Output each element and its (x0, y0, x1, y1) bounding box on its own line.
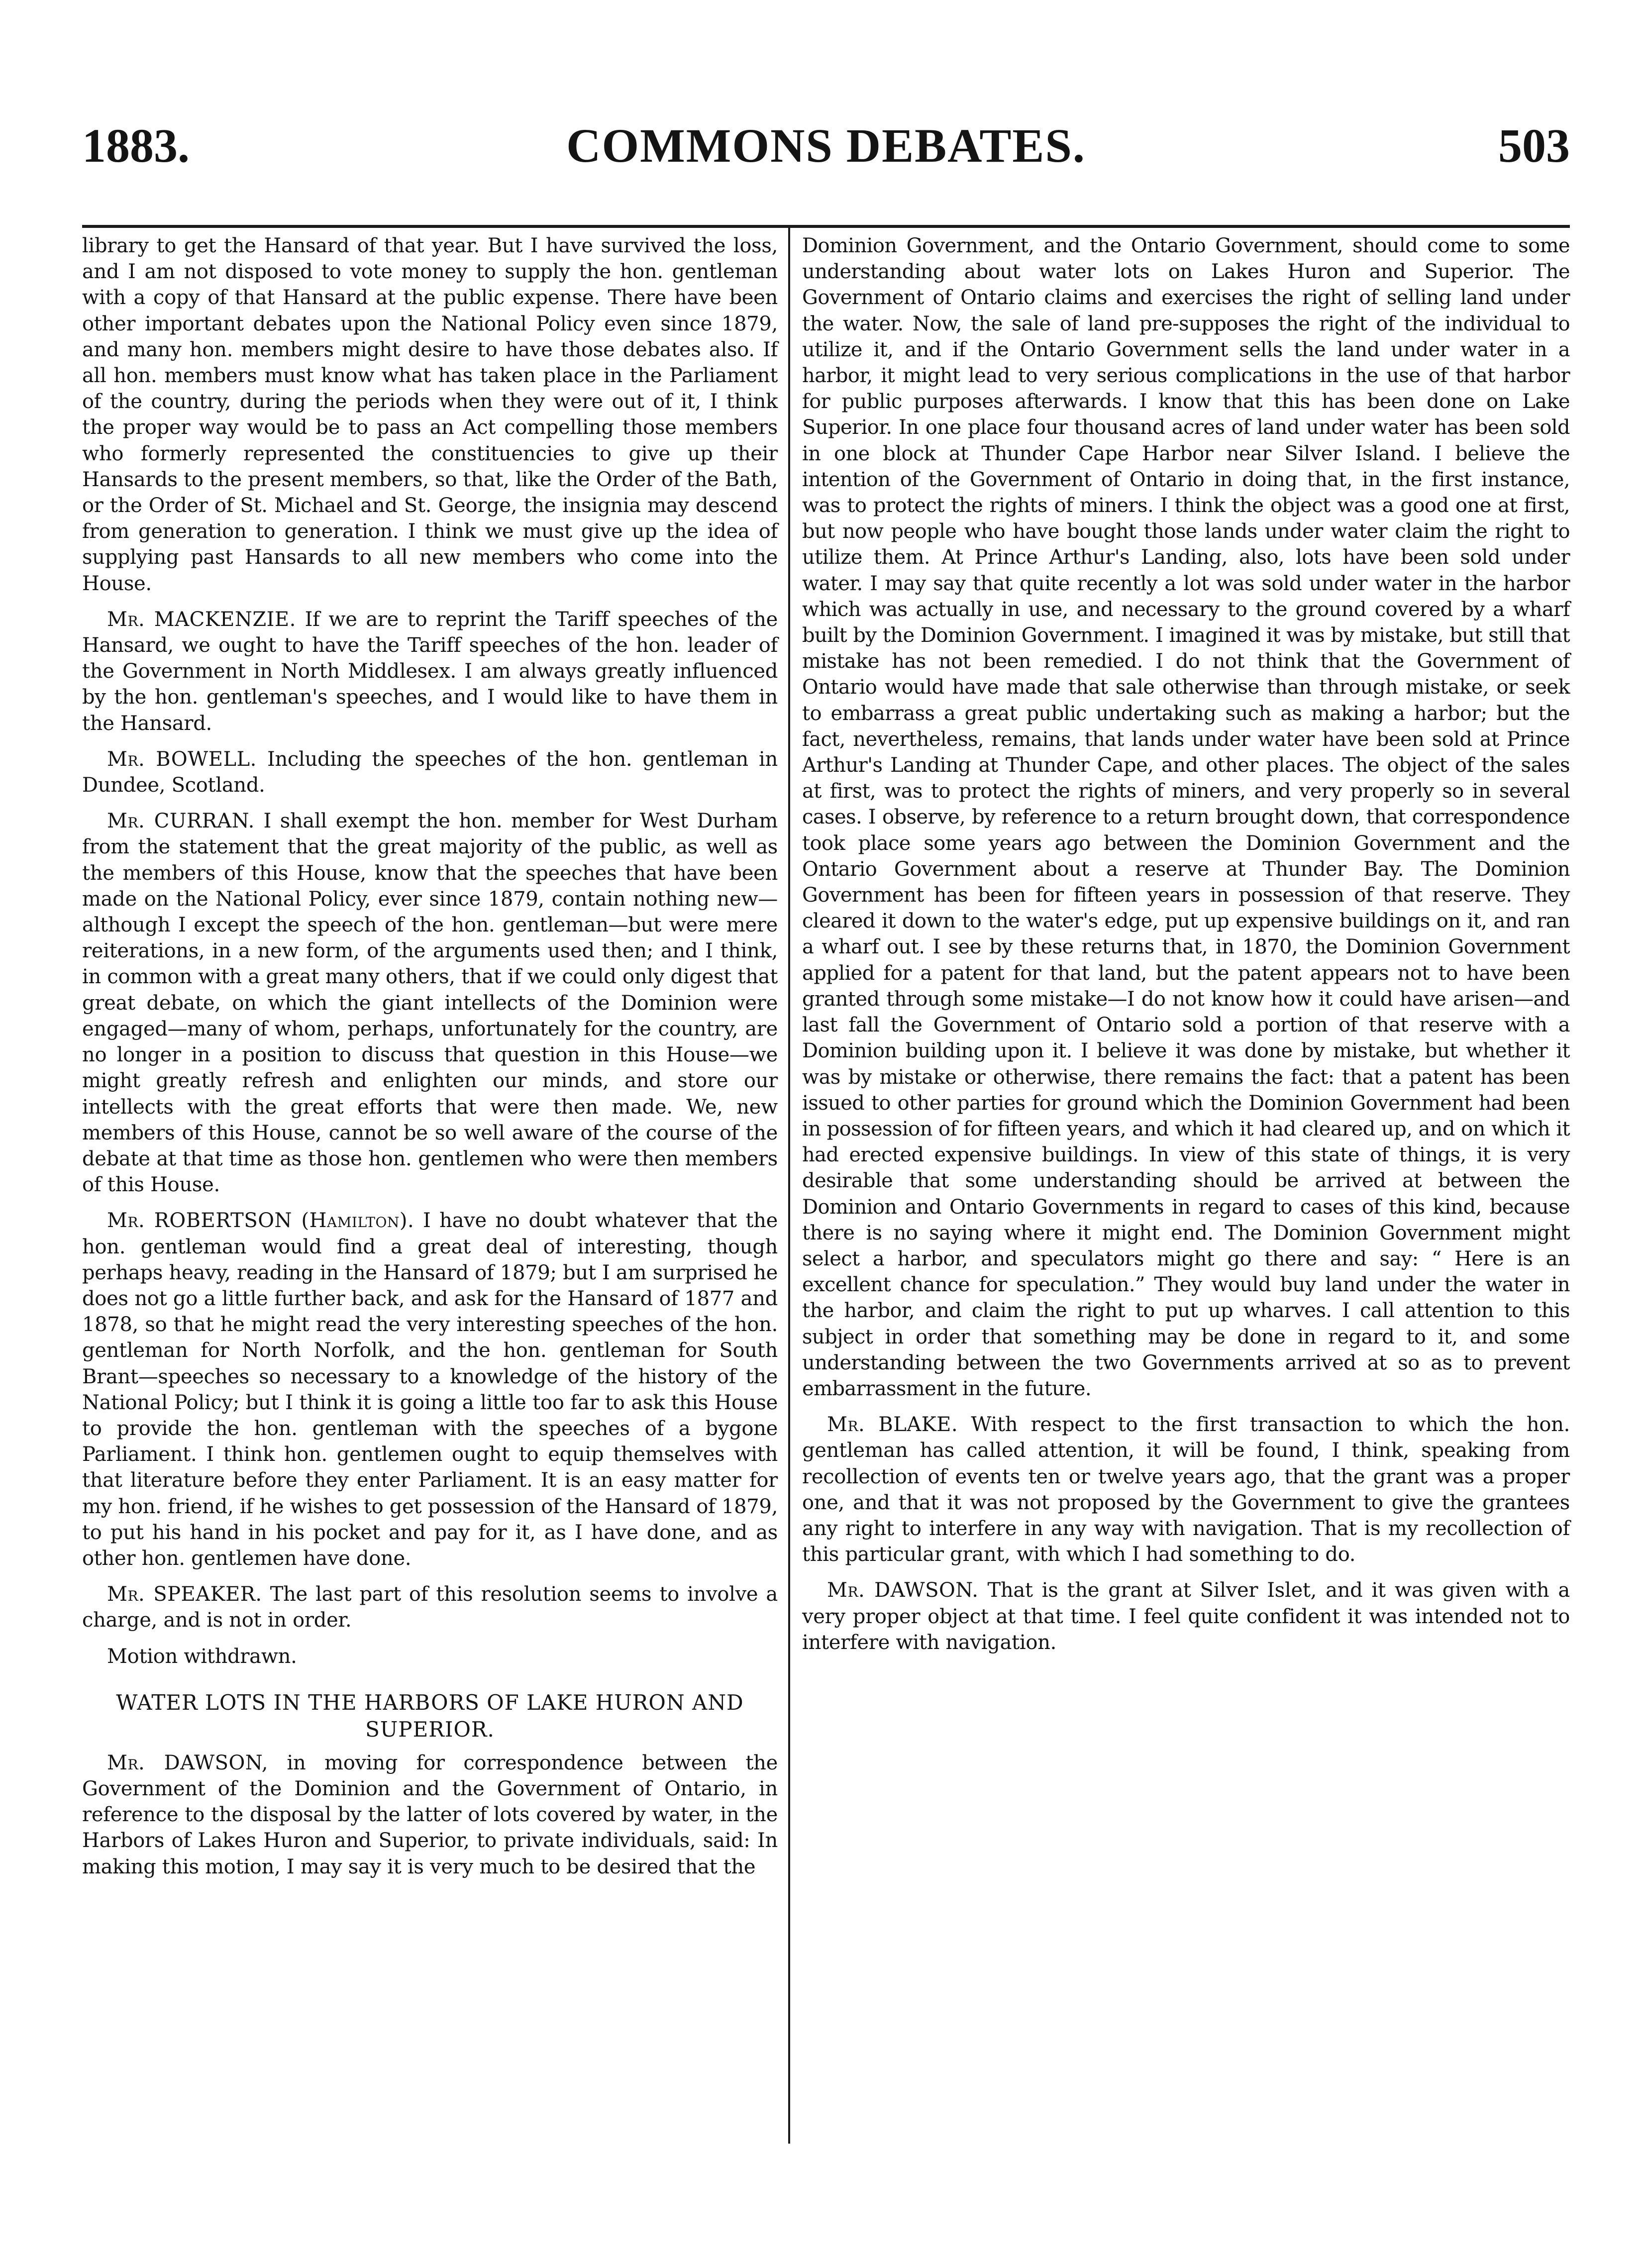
paragraph: library to get the Hansard of that year. But I have survived the loss, and I am not disposed to vote money to supply the hon. gentleman with a copy of that Hansard at the public expense. There have been other important debates upon the National Policy even since 1879, and many hon. members might desire to have those debates also. If all hon. members must know what has taken place in the Parliament of the country, during the periods when they were out of it, I think the proper way would be to pass an Act compelling those members who formerly represented the constituencies to give up their Hansards to the present members, so that, like the Order of the Bath, or the Order of St. Michael and St. George, the insignia may descend from generation to generation. I think we must give up the idea of supplying past Hansards to all new members who come into the House. (82, 234, 778, 595)
speech-paragraph (802, 1412, 1570, 1567)
speech-text: I shall exempt the hon. member for West Durham from the statement that the great majority of the public, as well as the members of this House, know that the speeches that have been made on the National Policy, ever since 1879, contain nothing new—although I except the speech of the hon. gentleman—but were mere reiterations, in a new form, of the arguments used then; and I think, in common with a great many others, that if we could only digest that great debate, on which the giant intellects of the Dominion were engaged—many of whom, perhaps, unfortunately for the country, are no longer in a position to discuss that question in this House—we might greatly refresh and enlighten our minds, and store our intellects with the great efforts that were then made. We, new members of this House, cannot be so well aware of the course of the debate at that time as those hon. gentlemen who were then members of this House. (82, 810, 778, 1197)
speech-text: The last part of this resolution seems to involve a charge, and is not in order. (82, 1583, 778, 1632)
speech-paragraph (82, 1208, 778, 1571)
speech-text: Including the speeches of the hon. gentleman in Dundee, Scotland. (82, 747, 778, 797)
speech-paragraph (82, 808, 778, 1198)
speech-paragraph (82, 1581, 778, 1633)
left-column (82, 233, 778, 1890)
right-column (802, 233, 1570, 1665)
header-page-number: 503 (1498, 119, 1570, 172)
speaker-name: Mr. SPEAKER. (107, 1583, 262, 1606)
speech-paragraph (82, 1750, 778, 1880)
speaker-name: Mr. DAWSON. (827, 1579, 979, 1602)
speaker-name: Mr. CURRAN. (107, 810, 255, 833)
speaker-name: Mr. BLAKE. (827, 1413, 958, 1437)
speech-text: That is the grant at Silver Islet, and it was given with a very proper object at that time. I feel quite confident it was intended not to interfere with navigation. (802, 1579, 1570, 1654)
speaker-name: Mr. DAWSON, (107, 1751, 268, 1774)
header-year: 1883. (82, 119, 190, 172)
speech-paragraph (82, 607, 778, 736)
speech-text: I have no doubt whatever that the hon. gentleman would find a great deal of interesting, though perhaps heavy, reading in the Hansard of 1879; but I am surprised he does not go a little further back, and ask for the Hansard of 1877 and 1878, so that he might read the very interesting speeches of the hon. gentleman for North Norfolk, and the hon. gentleman for South Brant—speeches so necessary to a knowledge of the history of the National Policy; but I think it is going a little too far to ask this House to provide the hon. gentleman with the speeches of a bygone Parliament. I think hon. gentlemen ought to equip themselves with that literature before they enter Parliament. It is an easy matter for my hon. friend, if he wishes to get possession of the Hansard of 1879, to put his hand in his pocket and pay for it, as I have done, and as other hon. gentlemen have done. (82, 1209, 778, 1570)
speech-paragraph (82, 746, 778, 798)
speech-text: With respect to the first transaction to which the hon. gentleman has called attention, it will be found, I think, speaking from recollection of events ten or twelve years ago, that the grant was a proper one, and that it was not proposed by the Government to give the grantees any right to interfere in any way with navigation. That is my recollection of this particular grant, with which I had something to do. (802, 1413, 1570, 1566)
page-header (82, 118, 1570, 181)
header-rule (82, 225, 1570, 228)
section-heading: WATER LOTS IN THE HARBORS OF LAKE HURON AND SUPERIOR. (116, 1690, 744, 1742)
paragraph: Dominion Government, and the Ontario Government, should come to some understanding about water lots on Lakes Huron and Superior. The Government of Ontario claims and exercises the right of selling land under the water. Now, the sale of land pre-supposes the right of the individual to utilize it, and if the Ontario Government sells the land under water in a harbor, it might lead to very serious complications in the use of that harbor for public purposes afterwards. I know that this has been done on Lake Superior. In one place four thousand acres of land under water has been sold in one block at Thunder Cape Harbor near Silver Island. I believe the intention of the Government of Ontario in doing that, in the first instance, was to protect the rights of miners. I think the object was a good one at first, but now people who have bought those lands under water claim the right to utilize them. At Prince Arthur's Landing, also, lots have been sold under water. I may say that quite recently a lot was sold under water in the harbor which was actually in use, and necessary to the ground covered by a wharf built by the Dominion Government. I imagined it was by mistake, but still that mistake has not been remedied. I do not think that the Government of Ontario would have made that sale otherwise than through mistake, or seek to embarrass a great public undertaking such as making a harbor; but the fact, nevertheless, remains, that lands under water have been sold at Prince Arthur's Landing at Thunder Cape, and other places. The object of the sales at first, was to protect the rights of miners, and very properly so in several cases. I observe, by reference to a return brought down, that correspondence took place some years ago between the Dominion Government and the Ontario Government about a reserve at Thunder Bay. The Dominion Government has been for fifteen years in possession of that reserve. They cleared it down to the water's edge, put up expensive buildings on it, and ran a wharf out. I see by these returns that, in 1870, the Dominion Government applied for a patent for that land, but the patent appears not to have been granted through some mistake—I do not know how it could have arisen—and last fall the Government of Ontario sold a portion of that reserve with a Dominion building upon it. I believe it was done by mistake, but whether it was by mistake or otherwise, there remains the fact: that a patent has been issued to other parties for ground which the Dominion Government had been in possession of for fifteen years, and which it had cleared up, and on which it had erected expensive buildings. In view of this state of things, it is very desirable that some understanding should be arrived at between the Dominion and Ontario Governments in regard to cases of this kind, because there is no saying where it might end. The Dominion Government might select a harbor, and speculators might go there and say: “ Here is an excellent chance for speculation.” They would buy land under the water in the harbor, and claim the right to put up wharves. I call attention to this subject in order that something may be done in regard to it, and some understanding between the two Governments arrived at so as to prevent embarrassment in the future. (802, 234, 1570, 1400)
column-divider (788, 228, 790, 2144)
speech-text: in moving for correspondence between the Government of the Dominion and the Government of Ontario, in reference to the disposal by the latter of lots covered by water, in the Harbors of Lakes Huron and Superior, to private individuals, said: In making this motion, I may say it is very much to be desired that the (82, 1751, 778, 1878)
motion-withdrawn: Motion withdrawn. (107, 1645, 297, 1668)
speech-paragraph (802, 1577, 1570, 1655)
speaker-name: Mr. ROBERTSON (Hamilton). (107, 1209, 414, 1233)
speaker-name: Mr. BOWELL. (107, 747, 257, 771)
speaker-name: Mr. MACKENZIE. (107, 608, 296, 631)
header-title: COMMONS DEBATES. (566, 119, 1086, 172)
speech-text: If we are to reprint the Tariff speeches of the Hansard, we ought to have the Tariff speeches of the hon. leader of the Government in North Middlesex. I am always greatly influenced by the hon. gentleman's speeches, and I would like to have them in the Hansard. (82, 608, 778, 735)
